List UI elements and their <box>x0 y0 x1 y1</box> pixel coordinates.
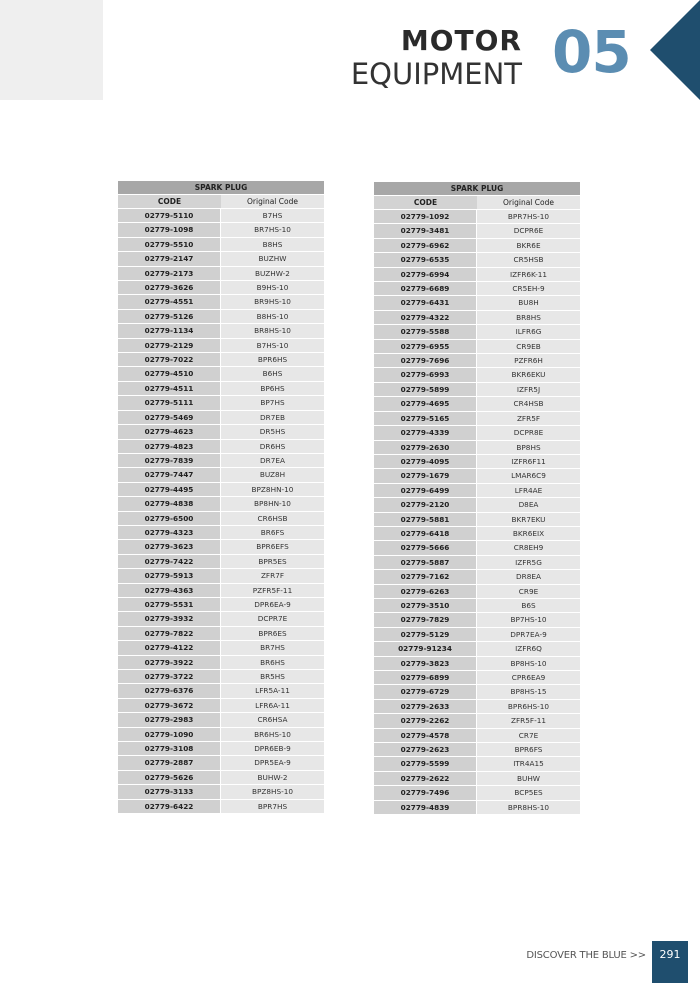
part-code-cell: 02779-1090 <box>118 728 221 741</box>
table-row <box>118 310 324 323</box>
original-code-cell: DR7EB <box>221 411 324 424</box>
part-code-cell: 02779-1134 <box>118 324 221 337</box>
part-code-cell: 02779-6500 <box>118 512 221 525</box>
table-row <box>118 555 324 568</box>
part-code-cell: 02779-5599 <box>374 757 477 770</box>
table-row <box>118 684 324 697</box>
original-code-cell: LMAR6C9 <box>477 469 580 482</box>
part-code-cell: 02779-6418 <box>374 527 477 540</box>
table-row <box>118 238 324 251</box>
original-code-cell: LFR6A-11 <box>221 699 324 712</box>
chapter-number: 05 <box>552 18 631 86</box>
original-code-cell: IZFR6F11 <box>477 455 580 468</box>
table-row <box>118 267 324 280</box>
table-row <box>118 785 324 798</box>
part-code-cell: 02779-4122 <box>118 641 221 654</box>
part-code-cell: 02779-4322 <box>374 311 477 324</box>
section-title: MOTOR <box>400 24 522 57</box>
original-code-cell: IZFR5J <box>477 383 580 396</box>
table-row <box>374 426 580 439</box>
original-code-cell: BP6HS <box>221 382 324 395</box>
table-row <box>374 340 580 353</box>
original-code-cell: CR4HSB <box>477 397 580 410</box>
part-code-cell: 02779-2262 <box>374 714 477 727</box>
table-row <box>374 397 580 410</box>
section-subtitle: EQUIPMENT <box>350 57 522 91</box>
part-code-cell: 02779-4695 <box>374 397 477 410</box>
part-code-cell: 02779-2623 <box>374 743 477 756</box>
table-row <box>118 209 324 222</box>
table-row <box>374 743 580 756</box>
table-row <box>374 613 580 626</box>
part-code-cell: 02779-6994 <box>374 268 477 281</box>
table-row <box>118 454 324 467</box>
part-code-cell: 02779-2887 <box>118 756 221 769</box>
part-code-cell: 02779-5510 <box>118 238 221 251</box>
part-code-cell: 02779-5881 <box>374 513 477 526</box>
part-code-cell: 02779-5111 <box>118 396 221 409</box>
table-row <box>374 786 580 799</box>
original-code-cell: BP7HS <box>221 396 324 409</box>
original-code-cell: BP7HS-10 <box>477 613 580 626</box>
original-code-cell: CR5EH-9 <box>477 282 580 295</box>
part-code-cell: 02779-2633 <box>374 700 477 713</box>
original-code-cell: B6S <box>477 599 580 612</box>
original-code-cell: DR6HS <box>221 440 324 453</box>
part-code-cell: 02779-7162 <box>374 570 477 583</box>
part-code-cell: 02779-4495 <box>118 483 221 496</box>
part-code-cell: 02779-5126 <box>118 310 221 323</box>
table-row <box>374 368 580 381</box>
table-row <box>374 657 580 670</box>
part-code-cell: 02779-6689 <box>374 282 477 295</box>
original-code-cell: B6HS <box>221 367 324 380</box>
table-row <box>118 540 324 553</box>
part-code-cell: 02779-3922 <box>118 656 221 669</box>
original-code-cell: B8HS <box>221 238 324 251</box>
table-row <box>118 526 324 539</box>
table-row <box>374 469 580 482</box>
part-code-cell: 02779-5469 <box>118 411 221 424</box>
part-code-cell: 02779-4838 <box>118 497 221 510</box>
table-row <box>118 295 324 308</box>
table-row <box>118 512 324 525</box>
table-row <box>374 484 580 497</box>
part-code-cell: 02779-5887 <box>374 556 477 569</box>
part-code-cell: 02779-4578 <box>374 729 477 742</box>
original-code-cell: BR8HS <box>477 311 580 324</box>
original-code-cell: BPR6HS <box>221 353 324 366</box>
column-header-code: CODE <box>374 196 477 209</box>
part-code-cell: 02779-1679 <box>374 469 477 482</box>
part-code-cell: 02779-5165 <box>374 412 477 425</box>
part-code-cell: 02779-6431 <box>374 296 477 309</box>
part-code-cell: 02779-4839 <box>374 801 477 814</box>
table-row <box>374 541 580 554</box>
original-code-cell: PZFR6H <box>477 354 580 367</box>
part-code-cell: 02779-7447 <box>118 468 221 481</box>
table-row <box>374 412 580 425</box>
part-code-cell: 02779-4511 <box>118 382 221 395</box>
part-code-cell: 02779-7829 <box>374 613 477 626</box>
table-row <box>374 599 580 612</box>
original-code-cell: BPR6ES <box>221 627 324 640</box>
table-row <box>374 714 580 727</box>
original-code-cell: BKR6E <box>477 239 580 252</box>
table-row <box>118 483 324 496</box>
part-code-cell: 02779-3623 <box>118 540 221 553</box>
original-code-cell: BPR6HS-10 <box>477 700 580 713</box>
part-code-cell: 02779-6535 <box>374 253 477 266</box>
column-header-code: CODE <box>118 195 221 208</box>
original-code-cell: BUHW-2 <box>221 771 324 784</box>
part-code-cell: 02779-1098 <box>118 223 221 236</box>
original-code-cell: ILFR6G <box>477 325 580 338</box>
original-code-cell: B7HS <box>221 209 324 222</box>
table-row <box>118 281 324 294</box>
table-row <box>374 700 580 713</box>
part-code-cell: 02779-7022 <box>118 353 221 366</box>
part-code-cell: 02779-2983 <box>118 713 221 726</box>
original-code-cell: BR9HS-10 <box>221 295 324 308</box>
table-title: SPARK PLUG <box>118 181 324 194</box>
original-code-cell: BPZ8HN-10 <box>221 483 324 496</box>
original-code-cell: BPR6FS <box>477 743 580 756</box>
original-code-cell: CR6HSB <box>221 512 324 525</box>
column-header-original-code: Original Code <box>221 195 324 208</box>
original-code-cell: BR5HS <box>221 670 324 683</box>
part-code-cell: 02779-2120 <box>374 498 477 511</box>
table-row <box>118 425 324 438</box>
part-code-cell: 02779-6955 <box>374 340 477 353</box>
table-row <box>374 642 580 655</box>
part-code-cell: 02779-3510 <box>374 599 477 612</box>
column-header-original-code: Original Code <box>477 196 580 209</box>
table-row <box>118 656 324 669</box>
table-row <box>374 757 580 770</box>
part-code-cell: 02779-2147 <box>118 252 221 265</box>
part-code-cell: 02779-3823 <box>374 657 477 670</box>
table-row <box>374 383 580 396</box>
page-number: 291 <box>652 941 688 983</box>
original-code-cell: ZFR5F-11 <box>477 714 580 727</box>
part-code-cell: 02779-3481 <box>374 224 477 237</box>
original-code-cell: CR8EH9 <box>477 541 580 554</box>
table-row <box>374 239 580 252</box>
original-code-cell: IZFR6Q <box>477 642 580 655</box>
original-code-cell: DCPR6E <box>477 224 580 237</box>
part-code-cell: 02779-5666 <box>374 541 477 554</box>
part-code-cell: 02779-5110 <box>118 209 221 222</box>
original-code-cell: CPR6EA9 <box>477 671 580 684</box>
original-code-cell: BUZHW <box>221 252 324 265</box>
part-code-cell: 02779-4339 <box>374 426 477 439</box>
original-code-cell: DPR5EA-9 <box>221 756 324 769</box>
table-row <box>374 685 580 698</box>
table-row <box>118 223 324 236</box>
table-row <box>118 396 324 409</box>
part-code-cell: 02779-2173 <box>118 267 221 280</box>
table-row <box>374 253 580 266</box>
part-code-cell: 02779-4823 <box>118 440 221 453</box>
original-code-cell: BKR6EIX <box>477 527 580 540</box>
original-code-cell: D8EA <box>477 498 580 511</box>
table-row <box>118 728 324 741</box>
original-code-cell: ZFR7F <box>221 569 324 582</box>
original-code-cell: BR7HS-10 <box>221 223 324 236</box>
original-code-cell: PZFR5F-11 <box>221 584 324 597</box>
original-code-cell: DPR6EA-9 <box>221 598 324 611</box>
part-code-cell: 02779-4551 <box>118 295 221 308</box>
spark-plug-table-left <box>118 180 324 814</box>
part-code-cell: 02779-7839 <box>118 454 221 467</box>
part-code-cell: 02779-7422 <box>118 555 221 568</box>
table-row <box>118 339 324 352</box>
table-row <box>118 612 324 625</box>
part-code-cell: 02779-91234 <box>374 642 477 655</box>
part-code-cell: 02779-6899 <box>374 671 477 684</box>
table-title: SPARK PLUG <box>374 182 580 195</box>
part-code-cell: 02779-2630 <box>374 441 477 454</box>
part-code-cell: 02779-7822 <box>118 627 221 640</box>
original-code-cell: BUHW <box>477 772 580 785</box>
spark-plug-table <box>374 181 580 815</box>
part-code-cell: 02779-5626 <box>118 771 221 784</box>
table-row <box>118 497 324 510</box>
original-code-cell: BKR6EKU <box>477 368 580 381</box>
table-row <box>374 585 580 598</box>
part-code-cell: 02779-5588 <box>374 325 477 338</box>
original-code-cell: CR5HSB <box>477 253 580 266</box>
part-code-cell: 02779-2622 <box>374 772 477 785</box>
original-code-cell: BP8HN-10 <box>221 497 324 510</box>
original-code-cell: LFR5A-11 <box>221 684 324 697</box>
table-row <box>374 455 580 468</box>
original-code-cell: CR9E <box>477 585 580 598</box>
original-code-cell: DCPR8E <box>477 426 580 439</box>
original-code-cell: BPR8HS-10 <box>477 801 580 814</box>
original-code-cell: IZFR6K-11 <box>477 268 580 281</box>
part-code-cell: 02779-3108 <box>118 742 221 755</box>
part-code-cell: 02779-5913 <box>118 569 221 582</box>
table-row <box>374 671 580 684</box>
table-row <box>118 670 324 683</box>
original-code-cell: CR7E <box>477 729 580 742</box>
part-code-cell: 02779-6499 <box>374 484 477 497</box>
part-code-cell: 02779-3722 <box>118 670 221 683</box>
table-row <box>118 468 324 481</box>
original-code-cell: BR6HS <box>221 656 324 669</box>
part-code-cell: 02779-3932 <box>118 612 221 625</box>
original-code-cell: BPR6EFS <box>221 540 324 553</box>
original-code-cell: DR5HS <box>221 425 324 438</box>
table-row <box>374 556 580 569</box>
table-row <box>118 382 324 395</box>
table-row <box>118 569 324 582</box>
original-code-cell: IZFR5G <box>477 556 580 569</box>
part-code-cell: 02779-1092 <box>374 210 477 223</box>
original-code-cell: BR7HS <box>221 641 324 654</box>
table-row <box>118 742 324 755</box>
table-row <box>118 756 324 769</box>
spark-plug-table-right <box>374 181 580 815</box>
original-code-cell: DPR6EB-9 <box>221 742 324 755</box>
table-row <box>374 772 580 785</box>
part-code-cell: 02779-6729 <box>374 685 477 698</box>
spark-plug-table <box>118 180 324 814</box>
part-code-cell: 02779-4363 <box>118 584 221 597</box>
table-row <box>118 353 324 366</box>
table-row <box>118 584 324 597</box>
table-row <box>118 699 324 712</box>
table-row <box>374 311 580 324</box>
table-row <box>374 282 580 295</box>
chevron-left-icon <box>650 0 700 100</box>
table-row <box>118 713 324 726</box>
part-code-cell: 02779-5129 <box>374 628 477 641</box>
part-code-cell: 02779-6962 <box>374 239 477 252</box>
part-code-cell: 02779-5531 <box>118 598 221 611</box>
table-row <box>374 527 580 540</box>
original-code-cell: BR8HS-10 <box>221 324 324 337</box>
table-row <box>118 324 324 337</box>
original-code-cell: B8HS-10 <box>221 310 324 323</box>
table-row <box>118 641 324 654</box>
table-row <box>118 627 324 640</box>
part-code-cell: 02779-7496 <box>374 786 477 799</box>
part-code-cell: 02779-3672 <box>118 699 221 712</box>
part-code-cell: 02779-6422 <box>118 800 221 813</box>
original-code-cell: CR6HSA <box>221 713 324 726</box>
original-code-cell: BP8HS <box>477 441 580 454</box>
table-row <box>118 800 324 813</box>
original-code-cell: BPR7HS <box>221 800 324 813</box>
part-code-cell: 02779-5899 <box>374 383 477 396</box>
part-code-cell: 02779-4095 <box>374 455 477 468</box>
original-code-cell: BP8HS-15 <box>477 685 580 698</box>
table-row <box>374 441 580 454</box>
part-code-cell: 02779-4510 <box>118 367 221 380</box>
table-row <box>374 354 580 367</box>
table-row <box>374 498 580 511</box>
footer-tagline: DISCOVER THE BLUE >> <box>526 950 646 961</box>
original-code-cell: ZFR5F <box>477 412 580 425</box>
original-code-cell: BUZ8H <box>221 468 324 481</box>
table-row <box>118 411 324 424</box>
original-code-cell: B7HS-10 <box>221 339 324 352</box>
table-row <box>118 440 324 453</box>
original-code-cell: BPR5ES <box>221 555 324 568</box>
table-row <box>374 325 580 338</box>
table-row <box>374 801 580 814</box>
part-code-cell: 02779-7696 <box>374 354 477 367</box>
original-code-cell: DCPR7E <box>221 612 324 625</box>
part-code-cell: 02779-4623 <box>118 425 221 438</box>
part-code-cell: 02779-6263 <box>374 585 477 598</box>
original-code-cell: ITR4A15 <box>477 757 580 770</box>
original-code-cell: BR6FS <box>221 526 324 539</box>
table-row <box>118 771 324 784</box>
part-code-cell: 02779-4323 <box>118 526 221 539</box>
original-code-cell: DR7EA <box>221 454 324 467</box>
original-code-cell: BR6HS-10 <box>221 728 324 741</box>
part-code-cell: 02779-3133 <box>118 785 221 798</box>
part-code-cell: 02779-6993 <box>374 368 477 381</box>
table-row <box>374 570 580 583</box>
table-row <box>374 268 580 281</box>
table-row <box>374 224 580 237</box>
original-code-cell: B9HS-10 <box>221 281 324 294</box>
part-code-cell: 02779-2129 <box>118 339 221 352</box>
table-row <box>374 296 580 309</box>
original-code-cell: BPR7HS-10 <box>477 210 580 223</box>
original-code-cell: BPZ8HS-10 <box>221 785 324 798</box>
table-row <box>118 598 324 611</box>
part-code-cell: 02779-3626 <box>118 281 221 294</box>
table-row <box>118 252 324 265</box>
original-code-cell: BP8HS-10 <box>477 657 580 670</box>
original-code-cell: BUZHW-2 <box>221 267 324 280</box>
original-code-cell: LFR4AE <box>477 484 580 497</box>
corner-decoration <box>0 0 103 100</box>
table-row <box>374 628 580 641</box>
original-code-cell: DR8EA <box>477 570 580 583</box>
original-code-cell: BCP5ES <box>477 786 580 799</box>
table-row <box>374 210 580 223</box>
original-code-cell: BKR7EKU <box>477 513 580 526</box>
table-row <box>374 729 580 742</box>
original-code-cell: DPR7EA-9 <box>477 628 580 641</box>
original-code-cell: BU8H <box>477 296 580 309</box>
table-row <box>118 367 324 380</box>
table-row <box>374 513 580 526</box>
original-code-cell: CR9EB <box>477 340 580 353</box>
part-code-cell: 02779-6376 <box>118 684 221 697</box>
